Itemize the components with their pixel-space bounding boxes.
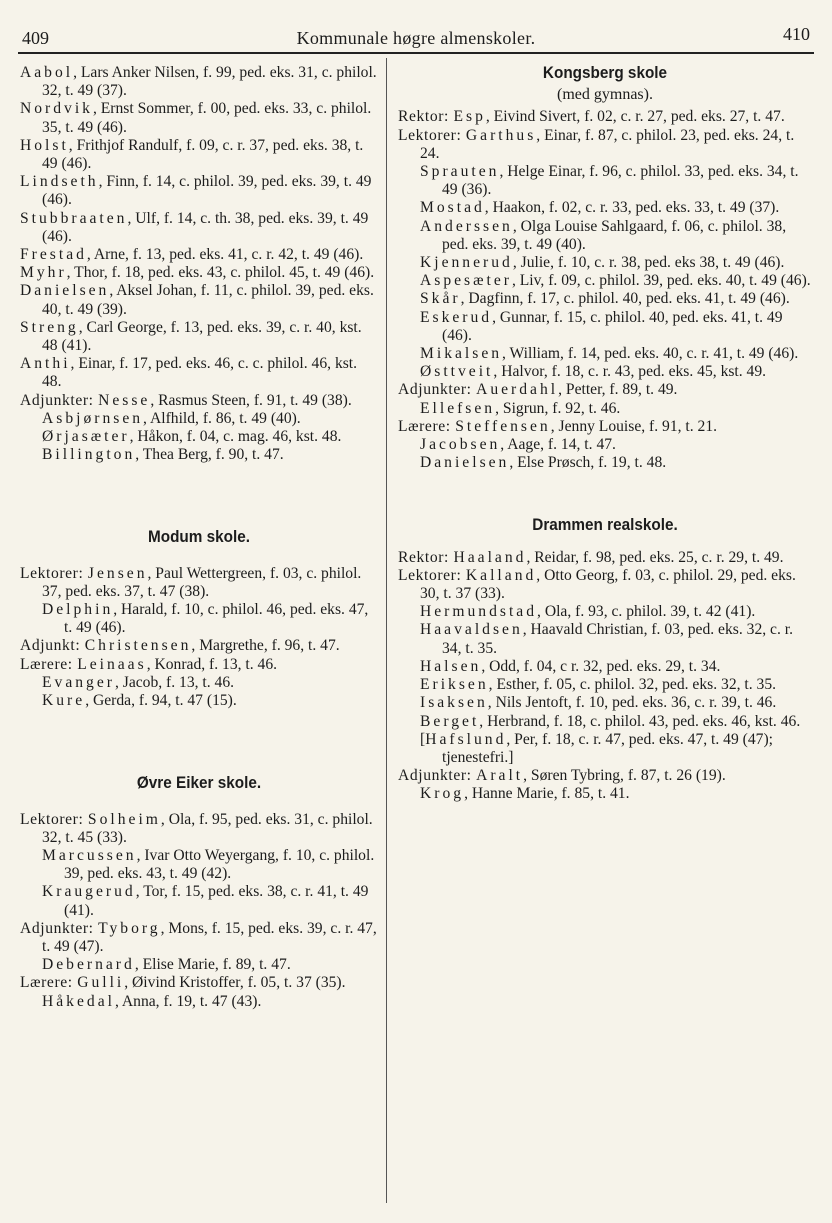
entry-details: , Julie, f. 10, c. r. 38, ped. eks 38, t. 49 (46). [512, 254, 785, 272]
entry-surname: Berget [420, 712, 480, 730]
entry-surname: Marcussen [42, 846, 137, 864]
entry-surname: Nordvik [20, 100, 93, 118]
entry-surname: Danielsen [20, 282, 110, 300]
staff-entry [398, 254, 812, 272]
entry-details: , Aage, f. 14, t. 47. [500, 436, 616, 454]
staff-entry [398, 567, 812, 603]
staff-entry [398, 436, 812, 454]
staff-entry [20, 674, 378, 692]
entry-surname: Holst [20, 136, 69, 154]
entry-surname: Haaland [453, 548, 527, 566]
entry-details: , Hanne Marie, f. 85, t. 41. [464, 785, 630, 803]
entry-details: , Harald, f. 10, c. philol. 46, ped. eks. 47, t. 49 (46). [64, 601, 369, 637]
entry-details: , Liv, f. 09, c. philol. 39, ped. eks. 40, t. 49 (46). [511, 272, 811, 290]
staff-entry [20, 319, 378, 355]
entry-details: , Alfhild, f. 86, t. 49 (40). [143, 409, 301, 427]
entry-details: , Thea Berg, f. 90, t. 47. [135, 446, 284, 464]
entry-details: , Herbrand, f. 18, c. philol. 43, ped. eks. 46, kst. 46. [479, 712, 801, 730]
entry-details: , Else Prøsch, f. 19, t. 48. [509, 454, 667, 472]
entry-details: , Esther, f. 05, c. philol. 32, ped. eks. 32, t. 35. [488, 676, 777, 694]
entry-details: , Sigrun, f. 92, t. 46. [495, 399, 621, 417]
entry-role-label: Adjunkt: [20, 637, 85, 655]
staff-entry [398, 127, 812, 163]
entry-surname: Solheim [87, 810, 161, 828]
entry-details: , Frithjof Randulf, f. 09, c. r. 37, ped. eks. 38, t. 49 (46). [42, 136, 364, 173]
entry-surname: Danielsen [420, 454, 510, 472]
entry-surname: Aabol [20, 64, 74, 81]
entry-surname: Nesse [98, 391, 151, 409]
entry-surname: Tyborg [98, 919, 161, 937]
entry-details: , Ivar Otto Weyergang, f. 10, c. philol. 39, ped. eks. 43, t. 49 (42). [64, 846, 375, 883]
staff-entry [20, 282, 378, 318]
entry-details: , Odd, f. 04, c r. 32, ped. eks. 29, t. 34. [481, 657, 721, 675]
staff-entry [398, 218, 812, 254]
staff-entry [20, 64, 378, 100]
left-column [20, 64, 378, 1011]
staff-entry [398, 549, 812, 567]
entry-role-label: Lektorer: [398, 566, 466, 584]
entry-details: , Margrethe, f. 96, t. 47. [191, 637, 340, 655]
staff-entry [20, 847, 378, 883]
entry-details: , Einar, f. 17, ped. eks. 46, c. c. philol. 46, kst. 48. [42, 355, 358, 391]
entry-details: , Eivind Sivert, f. 02, c. r. 27, ped. eks. 27, t. 47. [485, 108, 785, 126]
entry-details: , Mons, f. 15, ped. eks. 39, c. r. 47, t. 49 (47). [42, 919, 377, 955]
entry-details: , Paul Wettergreen, f. 03, c. philol. 37, ped. eks. 37, t. 47 (38). [42, 564, 362, 600]
entry-details: , Thor, f. 18, ped. eks. 43, c. philol. 45, t. 49 (46). [66, 264, 375, 282]
entry-role-label: Adjunkter: [20, 391, 99, 409]
entry-role-label: Adjunkter: [398, 381, 477, 399]
entry-surname: Skår [420, 290, 461, 308]
entry-surname: Hafslund [425, 730, 507, 748]
entry-details: , Carl George, f. 13, ped. eks. 39, c. r. 40, kst. 48 (41). [42, 318, 362, 355]
staff-entry [20, 100, 378, 136]
section-subtitle: (med gymnas). [557, 86, 653, 104]
entry-details: , Petter, f. 89, t. 49. [558, 381, 678, 399]
entry-surname: Krog [420, 785, 465, 803]
staff-entry [20, 137, 378, 173]
entry-details: , William, f. 14, ped. eks. 40, c. r. 41, t. 49 (46). [502, 345, 799, 363]
entry-surname: Streng [20, 318, 79, 336]
staff-entry [20, 173, 378, 209]
staff-entry [20, 920, 378, 956]
entry-details: , Søren Tybring, f. 87, t. 26 (19). [523, 767, 726, 785]
page-number-left: 409 [22, 28, 49, 48]
entry-details: , Ernst Sommer, f. 00, ped. eks. 33, c. philol. 35, t. 49 (46). [42, 100, 372, 136]
staff-entry [20, 993, 378, 1011]
entry-surname: Ellefsen [420, 399, 496, 417]
entry-details: , Nils Jentoft, f. 10, ped. eks. 36, c. r. 39, t. 46. [487, 694, 777, 712]
staff-entry [398, 418, 812, 436]
entry-details: , Elise Marie, f. 89, t. 47. [134, 956, 291, 974]
staff-entry [398, 309, 812, 345]
section-title: Modum skole. [147, 527, 251, 547]
entry-role-label: Lektorer: [20, 810, 88, 828]
entry-details: , Gunnar, f. 15, c. philol. 40, ped. eks. 41, t. 49 (46). [442, 308, 783, 344]
entry-surname: Jacobsen [420, 436, 501, 454]
entry-surname: Ørjasæter [42, 428, 130, 446]
entry-surname: Auerdahl [476, 381, 559, 399]
staff-entry [398, 785, 812, 803]
staff-entry [20, 883, 378, 919]
staff-entry [20, 355, 378, 391]
entry-details: , Jenny Louise, f. 91, t. 21. [550, 417, 718, 435]
entry-surname: Delphin [42, 601, 114, 619]
section-title: Øvre Eiker skole. [136, 773, 262, 793]
entry-surname: Lindseth [20, 173, 99, 191]
header-rule [18, 52, 814, 54]
staff-entry [20, 637, 378, 655]
entry-details: , Anna, f. 19, t. 47 (43). [114, 992, 262, 1010]
section-spacer [20, 547, 378, 565]
entry-surname: Jensen [87, 564, 148, 582]
entry-surname: Kraugerud [42, 883, 136, 901]
entry-details: , Øivind Kristoffer, f. 05, t. 37 (35). [124, 974, 346, 992]
entry-surname: Asbjørnsen [42, 409, 144, 427]
staff-entry [20, 565, 378, 601]
staff-entry [20, 974, 378, 992]
entry-surname: Frestad [20, 246, 87, 264]
entry-details: , Per, f. 18, c. r. 47, ped. eks. 47, t. 49 (47); tjenestefri.] [442, 730, 773, 766]
staff-entry [20, 956, 378, 974]
entry-details: , Halvor, f. 18, c. r. 43, ped. eks. 45, kst. 49. [493, 363, 767, 381]
entry-surname: Aspesæter [420, 272, 512, 290]
entry-surname: Mostad [420, 199, 485, 217]
entry-details: , Håkon, f. 04, c. mag. 46, kst. 48. [129, 428, 342, 446]
entry-details: , Jacob, f. 13, t. 46. [114, 673, 235, 691]
staff-entry [20, 392, 378, 410]
entry-surname: Leinaas [77, 655, 147, 673]
entry-details: , Finn, f. 14, c. philol. 39, ped. eks. 39, t. 49 (46). [42, 173, 372, 209]
entry-details: , Gerda, f. 94, t. 47 (15). [85, 692, 237, 710]
staff-entry [398, 694, 812, 712]
staff-entry [20, 656, 378, 674]
staff-entry [398, 400, 812, 418]
page-number-right: 410 [783, 24, 810, 44]
entry-details: , Ola, f. 93, c. philol. 39, t. 42 (41). [537, 603, 756, 621]
entry-prefix: [ [420, 730, 426, 748]
entry-surname: Sprauten [420, 163, 500, 181]
running-title: Kommunale høgre almenskoler. [296, 28, 536, 48]
entry-surname: Haavaldsen [420, 621, 523, 639]
staff-entry [20, 246, 378, 264]
staff-entry [398, 767, 812, 785]
entry-role-label: Lektorer: [398, 126, 466, 144]
entry-details: , Einar, f. 87, c. philol. 23, ped. eks. 24, t. 24. [420, 126, 795, 162]
entry-role-label: Adjunkter: [398, 767, 477, 785]
entry-surname: Myhr [20, 264, 67, 282]
entry-surname: Anthi [20, 355, 71, 373]
entry-details: , Rasmus Steen, f. 91, t. 49 (38). [150, 391, 352, 409]
staff-entry [398, 345, 812, 363]
entry-surname: Østtveit [420, 363, 494, 381]
staff-entry [20, 264, 378, 282]
staff-entry [398, 454, 812, 472]
staff-entry [20, 692, 378, 710]
entry-surname: Mikalsen [420, 345, 503, 363]
staff-entry [398, 731, 812, 767]
staff-entry [398, 603, 812, 621]
entry-surname: Håkedal [42, 992, 115, 1010]
entry-surname: Kjennerud [420, 254, 513, 272]
entry-surname: Aralt [476, 767, 524, 785]
entry-details: , Ola, f. 95, ped. eks. 31, c. philol. 32, t. 45 (33). [42, 810, 373, 846]
entry-role-label: Lærere: [20, 974, 78, 992]
staff-entry [398, 272, 812, 290]
staff-entry [398, 363, 812, 381]
entry-details: , Dagfinn, f. 17, c. philol. 40, ped. eks. 41, t. 49 (46). [460, 290, 790, 308]
entry-surname: Gulli [77, 974, 125, 992]
staff-entry [398, 713, 812, 731]
entry-surname: Christensen [84, 637, 192, 655]
entry-surname: Esp [453, 108, 486, 126]
staff-entry [398, 676, 812, 694]
section-spacer [398, 535, 812, 549]
column-divider [386, 58, 387, 1203]
entry-surname: Billington [42, 446, 136, 464]
entry-role-label: Adjunkter: [20, 919, 99, 937]
staff-entry [398, 381, 812, 399]
entry-details: , Ulf, f. 14, c. th. 38, ped. eks. 39, t. 49 (46). [42, 209, 369, 245]
entry-surname: Evanger [42, 673, 115, 691]
staff-entry [20, 210, 378, 246]
entry-surname: Stubbraaten [20, 209, 128, 227]
staff-entry [20, 811, 378, 847]
right-column [398, 64, 812, 804]
staff-entry [20, 428, 378, 446]
section-title: Kongsberg skole [542, 63, 668, 82]
staff-entry [398, 290, 812, 308]
staff-entry [398, 199, 812, 217]
staff-entry [398, 163, 812, 199]
page-header [22, 22, 810, 52]
entry-surname: Garthus [465, 126, 537, 144]
entry-details: , Tor, f. 15, ped. eks. 38, c. r. 41, t. 49 (41). [64, 883, 369, 919]
entry-details: , Arne, f. 13, ped. eks. 41, c. r. 42, t. 49 (46). [86, 246, 364, 264]
entry-role-label: Rektor: [398, 108, 454, 126]
entry-surname: Halsen [420, 657, 482, 675]
entry-surname: Kure [42, 692, 86, 710]
entry-details: , Haakon, f. 02, c. r. 33, ped. eks. 33, t. 49 (37). [484, 199, 780, 217]
entry-surname: Anderssen [420, 217, 513, 235]
entry-surname: Eriksen [420, 676, 489, 694]
entry-role-label: Lektorer: [20, 564, 88, 582]
entry-details: , Reidar, f. 98, ped. eks. 25, c. r. 29, t. 49. [526, 548, 784, 566]
entry-details: , Aksel Johan, f. 11, c. philol. 39, ped. eks. 40, t. 49 (39). [42, 282, 374, 318]
section-spacer [20, 793, 378, 811]
entry-surname: Steffensen [455, 417, 551, 435]
entry-role-label: Rektor: [398, 548, 454, 566]
entry-surname: Hermundstad [420, 603, 538, 621]
staff-entry [398, 621, 812, 657]
entry-role-label: Lærere: [398, 417, 456, 435]
entry-details: , Konrad, f. 13, t. 46. [146, 655, 278, 673]
entry-details: , Helge Einar, f. 96, c. philol. 33, ped. eks. 34, t. 49 (36). [442, 163, 799, 199]
staff-entry [20, 446, 378, 464]
entry-details: , Haavald Christian, f. 03, ped. eks. 32, c. r. 34, t. 35. [442, 621, 793, 657]
section-title: Drammen realskole. [532, 515, 678, 535]
entry-role-label: Lærere: [20, 655, 78, 673]
entry-surname: Isaksen [420, 694, 488, 712]
staff-entry [20, 601, 378, 637]
staff-entry [398, 658, 812, 676]
staff-entry [20, 410, 378, 428]
entry-surname: Kalland [465, 566, 537, 584]
staff-entry [398, 108, 812, 126]
entry-surname: Debernard [42, 956, 135, 974]
entry-details: , Olga Louise Sahlgaard, f. 06, c. philol. 38, ped. eks. 39, t. 49 (40). [442, 217, 787, 253]
entry-details: , Otto Georg, f. 03, c. philol. 29, ped. eks. 30, t. 37 (33). [420, 566, 796, 603]
entry-details: , Lars Anker Nilsen, f. 99, ped. eks. 31, c. philol. 32, t. 49 (37). [42, 64, 377, 100]
entry-surname: Eskerud [420, 308, 493, 326]
